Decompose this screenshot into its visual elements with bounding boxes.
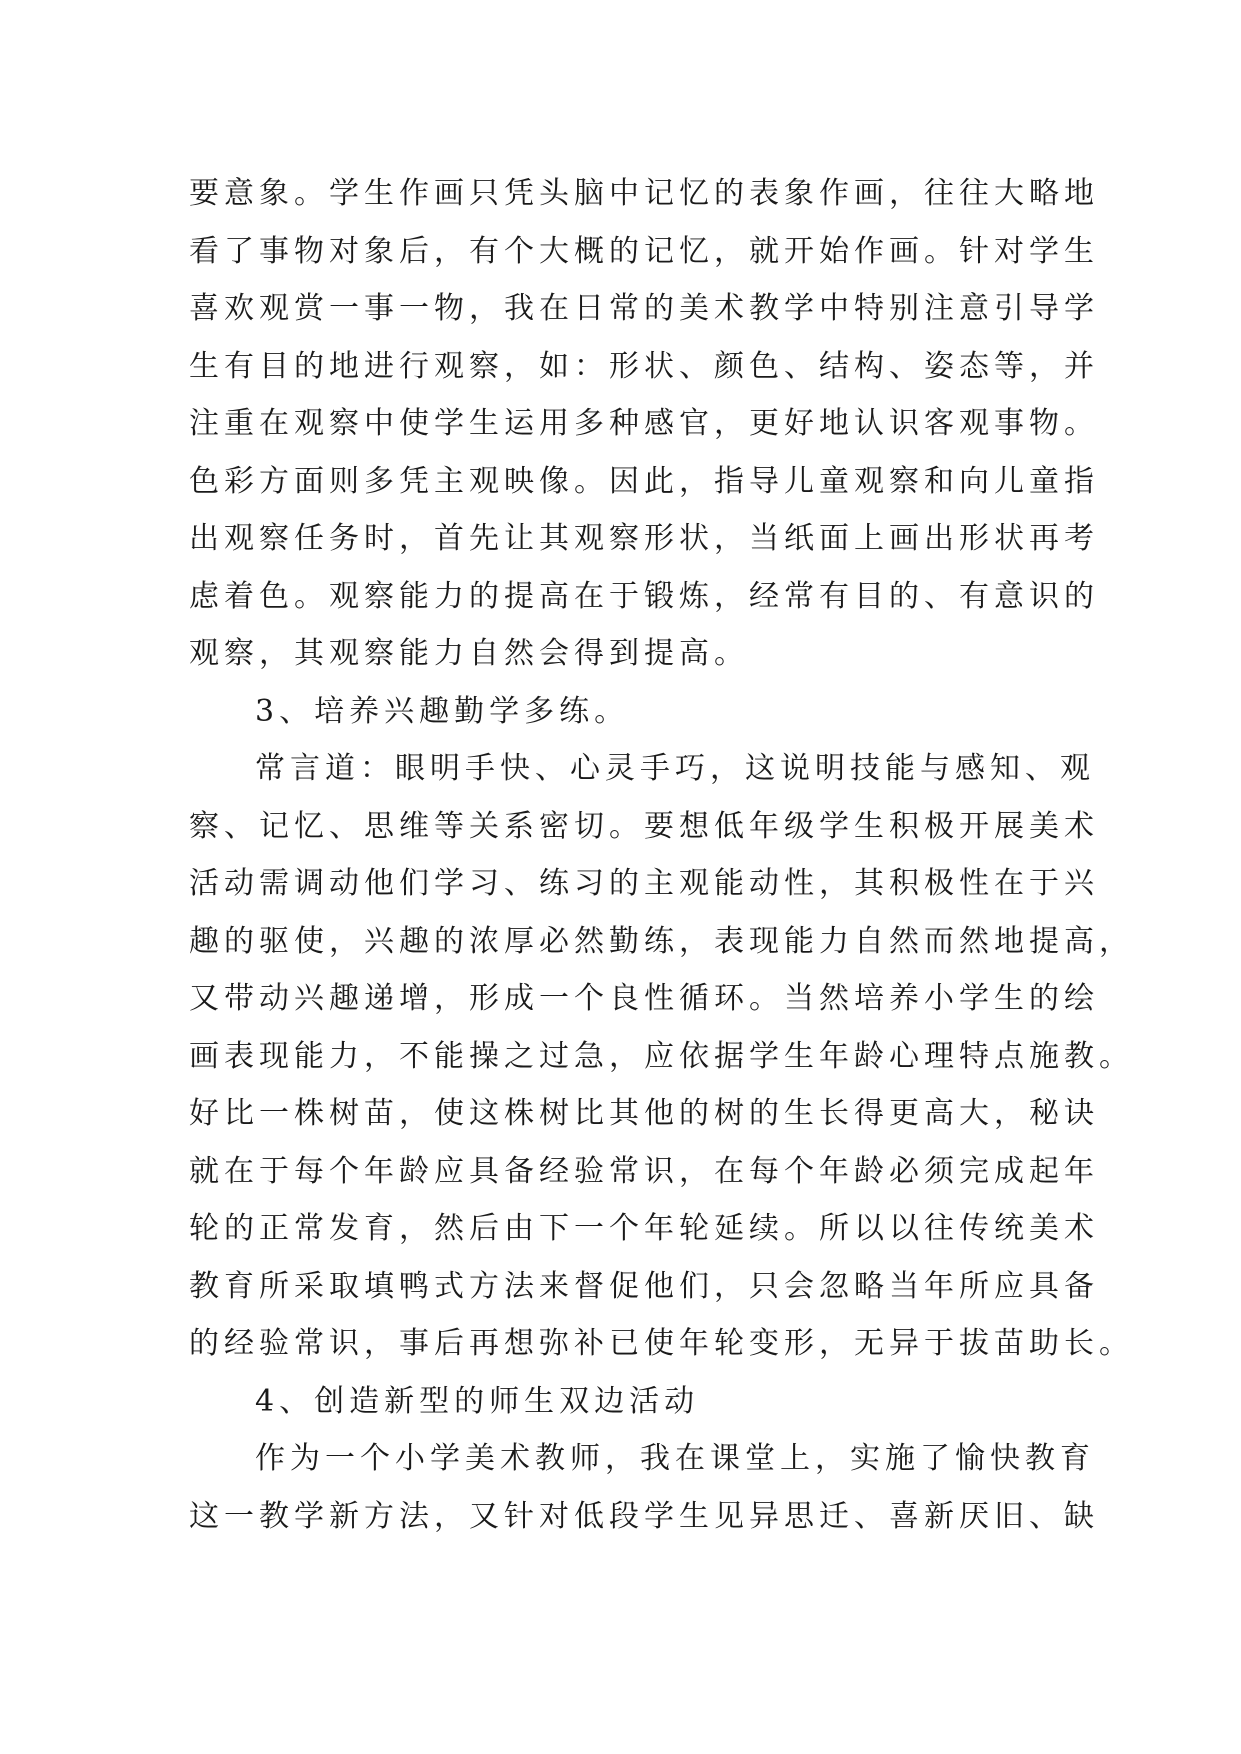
text-line-5: 注重在观察中使学生运用多种感官，更好地认识客观事物。: [189, 406, 1099, 441]
text-line-9: 观察，其观察能力自然会得到提高。: [189, 636, 749, 671]
text-line-1: 要意象。学生作画只凭头脑中记忆的表象作画，往往大略地: [189, 176, 1099, 211]
text-line-11: 常言道：眼明手快、心灵手巧，这说明技能与感知、观: [255, 751, 1095, 786]
text-line-13: 活动需调动他们学习、练习的主观能动性，其积极性在于兴: [189, 866, 1099, 901]
text-line-3: 喜欢观赏一事一物，我在日常的美术教学中特别注意引导学: [189, 291, 1099, 326]
body-text: [189, 165, 1134, 1545]
section-heading-3: 3、培养兴趣勤学多练。: [255, 693, 630, 729]
text-line-21: 的经验常识，事后再想弥补已使年轮变形，无异于拔苗助长。: [189, 1326, 1134, 1361]
section-heading-4: 4、创造新型的师生双边活动: [255, 1383, 700, 1419]
text-line-6: 色彩方面则多凭主观映像。因此，指导儿童观察和向儿童指: [189, 463, 1099, 499]
text-line-23: 作为一个小学美术教师，我在课堂上，实施了愉快教育: [255, 1441, 1095, 1476]
text-line-2: 看了事物对象后，有个大概的记忆，就开始作画。针对学生: [189, 233, 1099, 269]
text-line-20: 教育所采取填鸭式方法来督促他们，只会忽略当年所应具备: [189, 1268, 1099, 1304]
text-line-4: 生有目的地进行观察，如：形状、颜色、结构、姿态等，并: [189, 348, 1099, 384]
text-line-15: 又带动兴趣递增，形成一个良性循环。当然培养小学生的绘: [189, 981, 1099, 1016]
text-line-12: 察、记忆、思维等关系密切。要想低年级学生积极开展美术: [189, 808, 1099, 844]
text-line-17: 好比一株树苗，使这株树比其他的树的生长得更高大，秘诀: [189, 1096, 1099, 1131]
text-line-19: 轮的正常发育，然后由下一个年轮延续。所以以往传统美术: [189, 1211, 1099, 1246]
text-line-16: 画表现能力，不能操之过急，应依据学生年龄心理特点施教。: [189, 1038, 1134, 1074]
text-line-14: 趣的驱使，兴趣的浓厚必然勤练，表现能力自然而然地提高，: [189, 923, 1134, 959]
text-line-7: 出观察任务时，首先让其观察形状，当纸面上画出形状再考: [189, 521, 1099, 556]
text-line-8: 虑着色。观察能力的提高在于锻炼，经常有目的、有意识的: [189, 578, 1099, 614]
text-line-18: 就在于每个年龄应具备经验常识，在每个年龄必须完成起年: [189, 1153, 1099, 1189]
text-line-24: 这一教学新方法，又针对低段学生见异思迁、喜新厌旧、缺: [189, 1498, 1099, 1534]
